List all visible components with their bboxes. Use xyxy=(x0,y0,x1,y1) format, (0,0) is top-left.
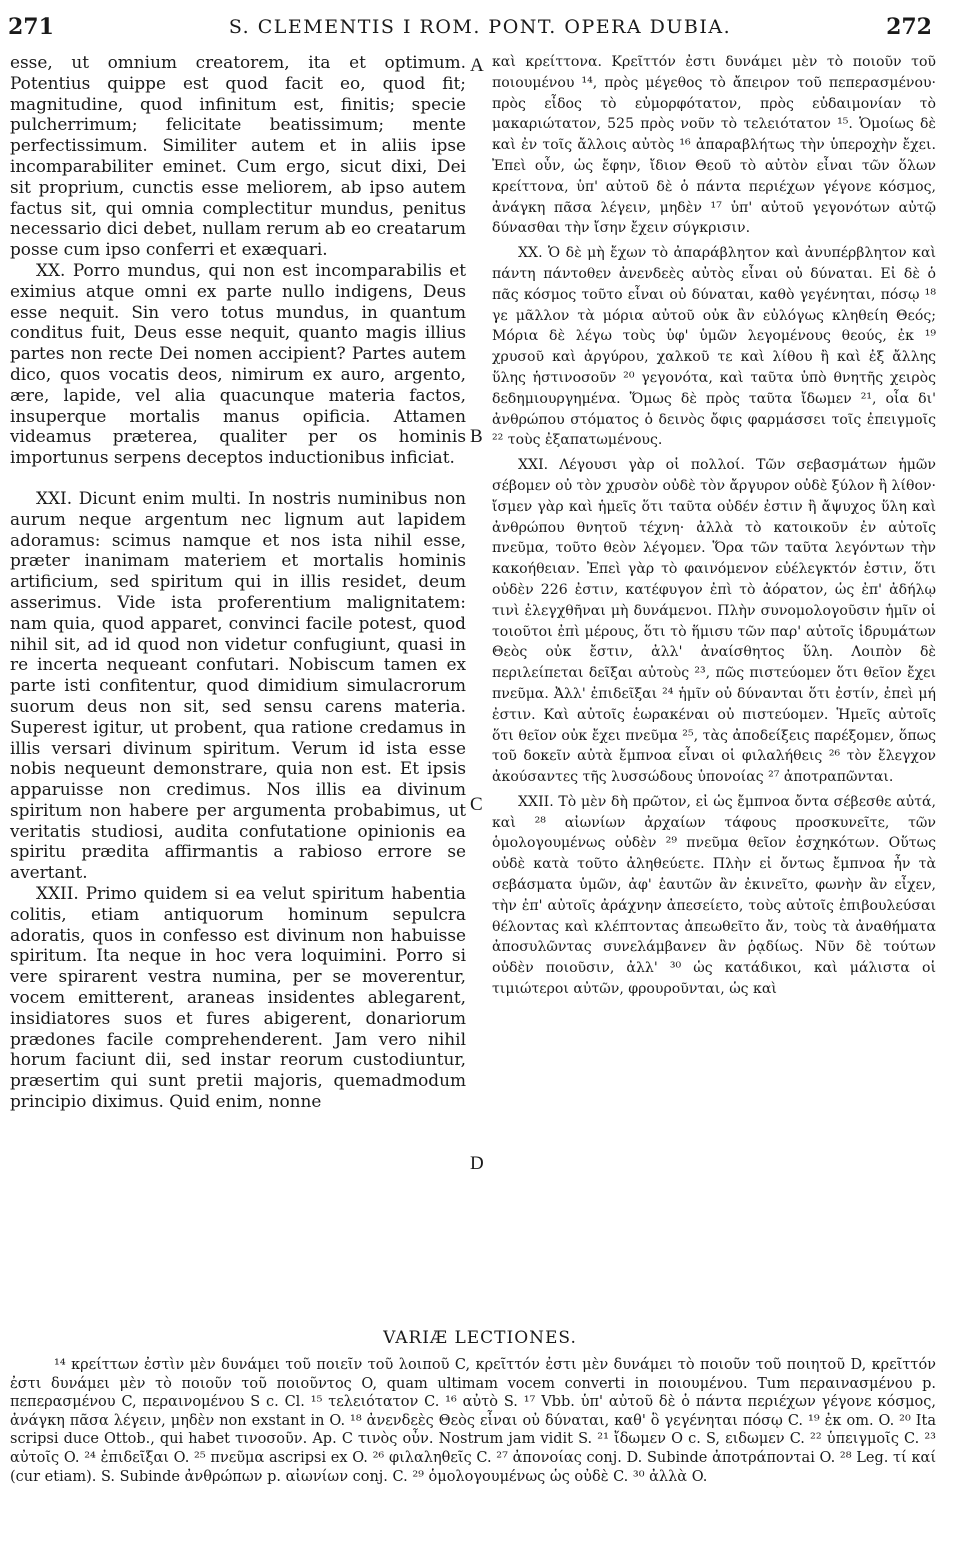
variae-lectiones-heading: VARIÆ LECTIONES. xyxy=(383,1328,577,1348)
latin-paragraph-xxii: XXII. Primo quidem si ea velut spiritum habentia colitis, etiam antiquorum hominum sepulcra adoratis, quos in confesso est divinum non habuisse spiritum. Ita neque in hoc vera loquimini. Porro si vere spirarent vestra numina, per se moverentur, vocem emitterent, araneas insidentes ablegarent, insidiatores suos et fures abigerent, donariorum prædones facile comprehenderent. Jam vero nihil horum faciunt dii, sed instar reorum custodiuntur, præsertim qui sunt pretii majoris, quemadmodum principio diximus. Quid enim, nonne xyxy=(10,883,466,1112)
greek-paragraph-xxi: XXI. Λέγουσι γὰρ οἱ πολλοί. Τῶν σεβασμάτων ἡμῶν σέβομεν οὐ τὸν χρυσὸν οὐδὲ τὸν ἄργυρον οὐδὲ ξύλον ἢ λίθον· ἴσμεν γὰρ καὶ ἡμεῖς ὅτι ταῦτα οὐδέν ἐστιν ἢ ἄψυχος ὕλη καὶ ἀνθρώπου θνητοῦ τέχνη· ἀλλὰ τὸ κατοικοῦν ἐν αὐτοῖς πνεῦμα, τοῦτο θεὸν λέγομεν. Ὅρα τῶν ταῦτα λεγόντων τὴν κακοήθειαν. Ἐπεὶ γὰρ τὸ φαινόμενον εὐέλεγκτόν ἐστιν, ὅτι οὐδὲν 226 ἐστιν, κατέφυγον ἐπὶ τὸ ἀόρατον, ὡς ἐπ' ἀδήλῳ τινὶ ἐλεγχθῆναι μὴ δυνάμενοι. Πλὴν συνομολογοῦσιν ἡμῖν οἱ τοιοῦτοι ἐπὶ μέρους, ὅτι τὸ ἥμισυ τῶν παρ' αὐτοῖς ἱδρυμάτων Θεὸς οὐκ ἔστιν, ἀλλ' ἀναίσθητος ὕλη. Λοιπὸν δὲ περιλείπεται δεῖξαι αὐτοὺς ²³, πῶς πιστεύομεν ὅτι θεῖον ἔχει πνεῦμα. Ἀλλ' ἐπιδεῖξαι ²⁴ ἡμῖν οὐ δύνανται ὅτι ἐστίν, ἐπεὶ μή ἐστιν. Καὶ αὐτοῖς ἑωρακέναι οὐ πιστεύομεν. Ἡμεῖς αὐτοῖς ὅτι θεῖον οὐκ ἔχει πνεῦμα ²⁵, τὰς ἀποδείξεις παρέξομεν, ὅπως τοῦ δοκεῖν αὐτὰ ἔμπνοα εἶναι οἱ φιλαλήθεις ²⁶ τὸν ἔλεγχον ἀκούσαντες τῆς λυσσώδους ὑπονοίας ²⁷ ἀποτραπῶνται. xyxy=(492,457,936,786)
section-marker-b: B xyxy=(470,426,483,447)
latin-paragraph-xxi: XXI. Dicunt enim multi. In nostris numinibus non aurum neque argentum nec lignum aut lapidem adoramus: scimus namque et nos ista nihil esse, præter inanimam materiem et mortalis hominis artificium, sed spiritum qui in illis residet, deum asserimus. Vide ista proferentium malignitatem: nam quia, quod apparet, convinci facile potest, quod nihil sit, ad id quod non videtur confugiunt, quasi in re incerta nequeant confutari. Nobiscum tamen ex parte isti confitentur, quod dimidium simulacrorum suorum deus non sit, sed sensu carens materia. Superest igitur, ut probent, qua ratione credamus in illis versari divinum spiritum. Verum id ista esse nobis nequeunt demonstrare, quia non est. Et ipsis apparuisse non credimus. Nos illis ea divinum spiritum non habere per argumenta probabimus, ut veritatis studiosi, audita confutatione opinionis ea spiritu prædita affirmantis a rabioso errore se avertant. xyxy=(10,487,466,883)
greek-paragraph-continuation: καὶ κρείττονα. Κρεῖττόν ἐστι δυνάμει μὲν τὸ ποιοῦν τοῦ ποιουμένου ¹⁴, πρὸς μέγεθος τὸ ἄπειρον τοῦ πεπερασμένου· πρὸς εἶδος τὸ εὐμορφότατον, πρὸς εὐδαιμονίαν τὸ μακαριώτατον, 525 πρὸς νοῦν τὸ τελειότατον ¹⁵. Ὁμοίως δὲ καὶ ἐν τοῖς ἄλλοις αὐτὸς ¹⁶ ἀπαραβλήτως τὴν ὑπεροχὴν ἔχει. Ἐπεὶ οὖν, ὡς ἔφην, ἴδιον Θεοῦ τὸ αὐτὸν εἶναι τῶν ὅλων κρείττονα, ὑπ' αὐτοῦ δὲ ὁ πάντα περιέχων γέγονε κόσμος, ἀνάγκη πᾶσα λέγειν, μηδὲν ¹⁷ ὑπ' αὐτοῦ γεγονότων αὐτῷ δύνασθαι τὴν ἴσην ἔχειν σύγκρισιν. xyxy=(492,54,936,237)
latin-paragraph-xx: XX. Porro mundus, qui non est incomparabilis et eximius atque omni ex parte nullo indigens, Deus esse nequit. Sin vero totus mundus, in quantum conditus fuit, Deus esse nequit, quanto magis illius partes non recte Dei nomen accipient? Partes autem dico, quos vocatis deos, nimirum ex auro, argento, ære, lapide, vel alia quacunque materia factos, insuperque mortalis manus opificia. Attamen videamus præterea, qualiter per os hominis importunus serpens deceptos inductionibus inficiat. xyxy=(10,259,466,468)
running-title: S. CLEMENTIS I ROM. PONT. OPERA DUBIA. xyxy=(228,16,732,38)
section-marker-d: D xyxy=(470,1153,484,1174)
section-marker-a: A xyxy=(470,55,484,76)
greek-paragraph-xx: XX. Ὁ δὲ μὴ ἔχων τὸ ἀπαράβλητον καὶ ἀνυπέρβλητον καὶ πάντη πάντοθεν ἀνενδεὲς αὐτὸς εἶναι οὐ δύναται. Εἰ δὲ ὁ πᾶς κόσμος τοῦτο εἶναι οὐ δύναται, καθὸ γεγένηται, πόσῳ ¹⁸ γε μᾶλλον τὰ μόρια αὐτοῦ οὐκ ἂν εὐλόγως κληθείη Θεός; Μόρια δὲ λέγω τοὺς ὑφ' ὑμῶν λεγομένους θεούς, ἐκ ¹⁹ χρυσοῦ καὶ ἀργύρου, χαλκοῦ τε καὶ λίθου ἢ καὶ ἐξ ἄλλης ὕλης ἡστινοσοῦν ²⁰ γεγονότα, καὶ ταῦτα ὑπὸ θνητῆς χειρὸς δεδημιουργημένα. Ὅμως δὲ πρὸς ταῦτα ἴδωμεν ²¹, οἷα δι' ἀνθρώπου στόματος ὁ δεινὸς ὄφις φαρμάσσει τοῖς ἐπειγμοῖς ²² τοὺς ἐξαπατωμένους. xyxy=(492,245,936,449)
greek-paragraph-xxii: XXII. Τὸ μὲν δὴ πρῶτον, εἰ ὡς ἔμπνοα ὄντα σέβεσθε αὐτά, καὶ ²⁸ αἰωνίων ἀρχαίων τάφους προσκυνεῖτε, τῶν ὁμολογουμένως οὐδὲν ²⁹ πνεῦμα θεῖον ἐσχηκότων. Οὕτως οὐδὲ κατὰ τοῦτο ἀληθεύετε. Πλὴν εἰ ὄντως ἔμπνοα ἦν τὰ σεβάσματα ὑμῶν, ἀφ' ἑαυτῶν ἂν ἐκινεῖτο, φωνὴν ἂν εἶχεν, τὴν ἐπ' αὐτοῖς ἀράχνην ἀπεσείετο, τοὺς αὐτοῖς ἐπιβουλεύσαι θέλοντας καὶ κλέπτοντας ἀπεωθεῖτο ἄν, τοὺς τὰ ἀναθήματα ἀποσυλῶντας συνελάμβανεν ἂν ῥᾳδίως. Νῦν δὲ τούτων οὐδὲν ποιοῦσιν, ἀλλ' ³⁰ ὡς κατάδικοι, καὶ μάλιστα οἱ τιμιώτεροι αὐτῶν, φρουροῦνται, ὡς καὶ xyxy=(492,793,936,998)
greek-column xyxy=(492,52,936,1000)
variae-lectiones-notes: ¹⁴ κρείττων ἐστὶν μὲν δυνάμει τοῦ ποιεῖν τοῦ λοιποῦ C, κρεῖττόν ἐστι μὲν δυνάμει τὸ ποιοῦν τοῦ ποιητοῦ D, κρεῖττόν ἐστι δυνάμει μὲν τὸ ποιοῦν τοῦ ποιοῦντος O, quam ultimam vocem converti in ποιουμένου. Tum περαινασμένου p. πεπερασμένου C, περαινομένου S c. Cl. ¹⁵ τελειότατον C. ¹⁶ αὐτὸ S. ¹⁷ Vbb. ὑπ' αὐτοῦ δὲ ὁ πάντα περιέχων γέγονε κόσμος, ἀνάγκη πᾶσα λέγειν, μηδὲν non exstant in O. ¹⁸ ἀνενδεὲς Θεὸς εἶναι οὐ δύναται, καθ' ὃ γεγένηται πόσῳ C. ¹⁹ ἐκ om. O. ²⁰ Ita scripsi duce Ottob., qui habet τινοσοῦν. Ap. C τινὸς οὖν. Nostrum jam vidit S. ²¹ ἴδωμεν O c. S, ειδωμεν C. ²² ὑπειγμοῖς C. ²³ αὐτοῖς O. ²⁴ ἐπιδεῖξαι O. ²⁵ πνεῦμα ascripsi ex O. ²⁶ φιλαληθεῖς C. ²⁷ ἀπονοίας conj. D. Subinde ἀποτράποντai O. ²⁸ Leg. τί καί (cur etiam). S. Subinde ἀνθρώπων p. αἰωνίων conj. C. ²⁹ ὁμολογουμένως ὡς οὐδὲ C. ³⁰ ἀλλὰ O. xyxy=(10,1357,936,1485)
latin-paragraph-continuation: esse, ut omnium creatorem, ita et optimum. Potentius quippe est quod facit eo, quod fit; magnitudine, quod infinitum est, finitis; specie pulcherrimum; felicitate beatissimum; mente perfectissimum. Similiter autem et in aliis ipse incomparabiliter eminet. Cum ergo, sicut dixi, Dei sit proprium, cunctis esse meliorem, ab ipso autem factus sit, qui omnia complectitur mundus, penitus necessario dici debet, nullam rerum ab eo creatarum posse cum ipso conferri et exæquari. xyxy=(10,52,466,260)
page-number-right: 272 xyxy=(886,14,932,40)
page-header xyxy=(0,10,960,44)
latin-column xyxy=(10,52,466,1112)
section-marker-c: C xyxy=(470,794,483,815)
page-number-left: 271 xyxy=(8,14,54,40)
